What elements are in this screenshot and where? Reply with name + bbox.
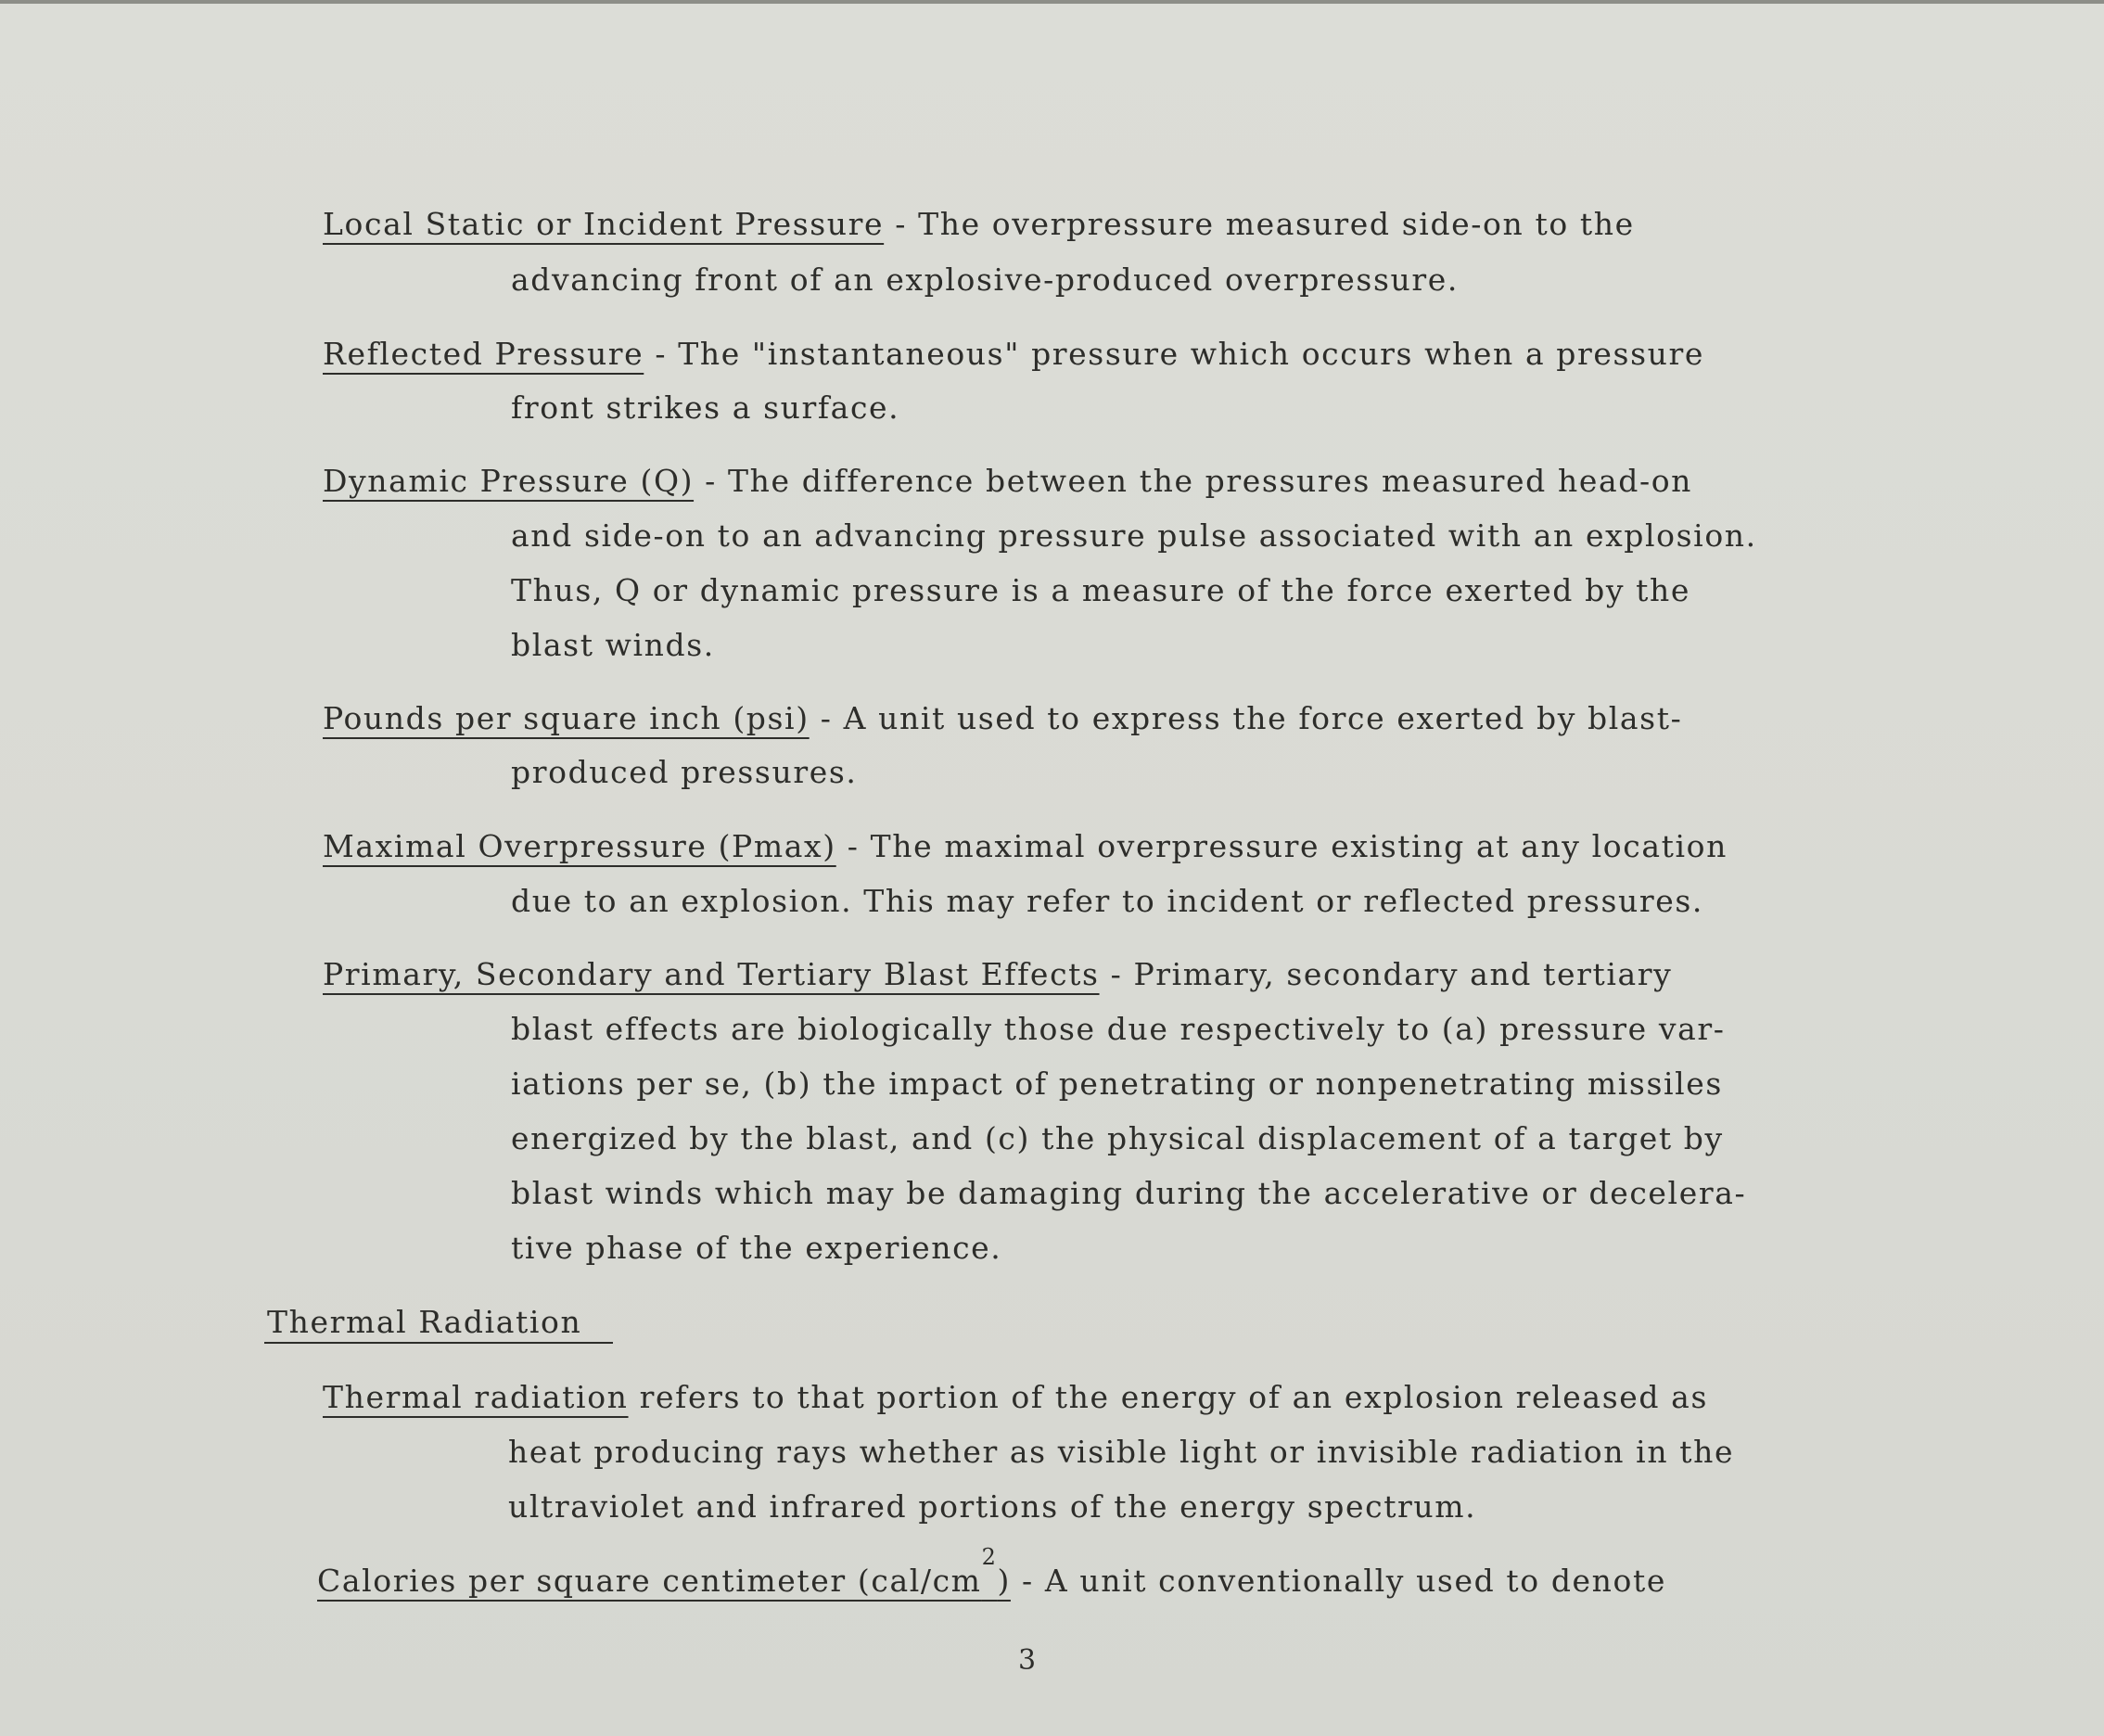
definition-text: - The overpressure measured side-on to the xyxy=(884,206,1635,242)
definition-first-line xyxy=(323,700,1682,737)
definition-text: - Primary, secondary and tertiary xyxy=(1099,956,1673,992)
definition-continuation-line: energized by the blast, and (c) the physical displacement of a target by xyxy=(511,1120,1724,1156)
page-number: 3 xyxy=(1018,1644,1037,1677)
section-heading-rule xyxy=(264,1342,613,1344)
definition-term: Reflected Pressure xyxy=(323,336,644,372)
definition-continuation-line: front strikes a surface. xyxy=(511,389,900,426)
definition-text: - The difference between the pressures measured head-on xyxy=(694,463,1693,499)
definition-term-base: Calories per square centimeter (cal/cm xyxy=(317,1563,982,1599)
definition-term-superscript: 2 xyxy=(981,1544,998,1570)
definition-term: Dynamic Pressure (Q) xyxy=(323,463,695,499)
definition-term: Maximal Overpressure (Pmax) xyxy=(323,828,836,864)
definition-term-close: ) xyxy=(997,1563,1011,1599)
definition-term: Pounds per square inch (psi) xyxy=(323,700,810,736)
definition-first-line xyxy=(323,463,1692,500)
section-heading: Thermal Radiation xyxy=(267,1304,582,1340)
definition-continuation-line: blast winds which may be damaging during the accelerative or decelera- xyxy=(511,1175,1747,1211)
definition-continuation-line: blast winds. xyxy=(511,627,715,663)
definition-continuation-line: Thus, Q or dynamic pressure is a measure of the force exerted by the xyxy=(511,572,1691,608)
definition-text: - A unit used to express the force exerted by blast- xyxy=(809,700,1683,736)
definition-first-line xyxy=(323,1379,1708,1416)
definition-text: - A unit conventionally used to denote xyxy=(1010,1563,1666,1599)
definition-term: Local Static or Incident Pressure xyxy=(323,206,885,242)
definition-continuation-line: tive phase of the experience. xyxy=(511,1230,1002,1266)
definition-continuation-line: ultraviolet and infrared portions of the energy spectrum. xyxy=(508,1488,1477,1525)
definition-text: refers to that portion of the energy of an explosion released as xyxy=(628,1379,1708,1415)
definition-text: - The "instantaneous" pressure which occurs when a pressure xyxy=(644,336,1704,372)
definition-term xyxy=(317,1544,1011,1599)
definition-term: Primary, Secondary and Tertiary Blast Effects xyxy=(323,956,1100,992)
definition-first-line xyxy=(317,1544,1666,1600)
definition-first-line xyxy=(323,956,1672,993)
definition-continuation-line: produced pressures. xyxy=(511,754,858,790)
definition-continuation-line: heat producing rays whether as visible light or invisible radiation in the xyxy=(508,1434,1735,1470)
definition-text: - The maximal overpressure existing at any location xyxy=(835,828,1728,864)
definition-first-line xyxy=(323,828,1728,865)
definition-first-line xyxy=(323,206,1635,243)
definition-continuation-line: and side-on to an advancing pressure pulse associated with an explosion. xyxy=(511,517,1757,554)
definition-first-line xyxy=(323,336,1704,373)
definition-continuation-line: advancing front of an explosive-produced overpressure. xyxy=(511,262,1459,298)
definition-continuation-line: blast effects are biologically those due respectively to (a) pressure var- xyxy=(511,1011,1726,1047)
definition-continuation-line: iations per se, (b) the impact of penetrating or nonpenetrating missiles xyxy=(511,1066,1723,1102)
page-top-edge xyxy=(0,0,2104,4)
definition-term: Thermal radiation xyxy=(323,1379,629,1415)
definition-continuation-line: due to an explosion. This may refer to incident or reflected pressures. xyxy=(511,883,1703,919)
